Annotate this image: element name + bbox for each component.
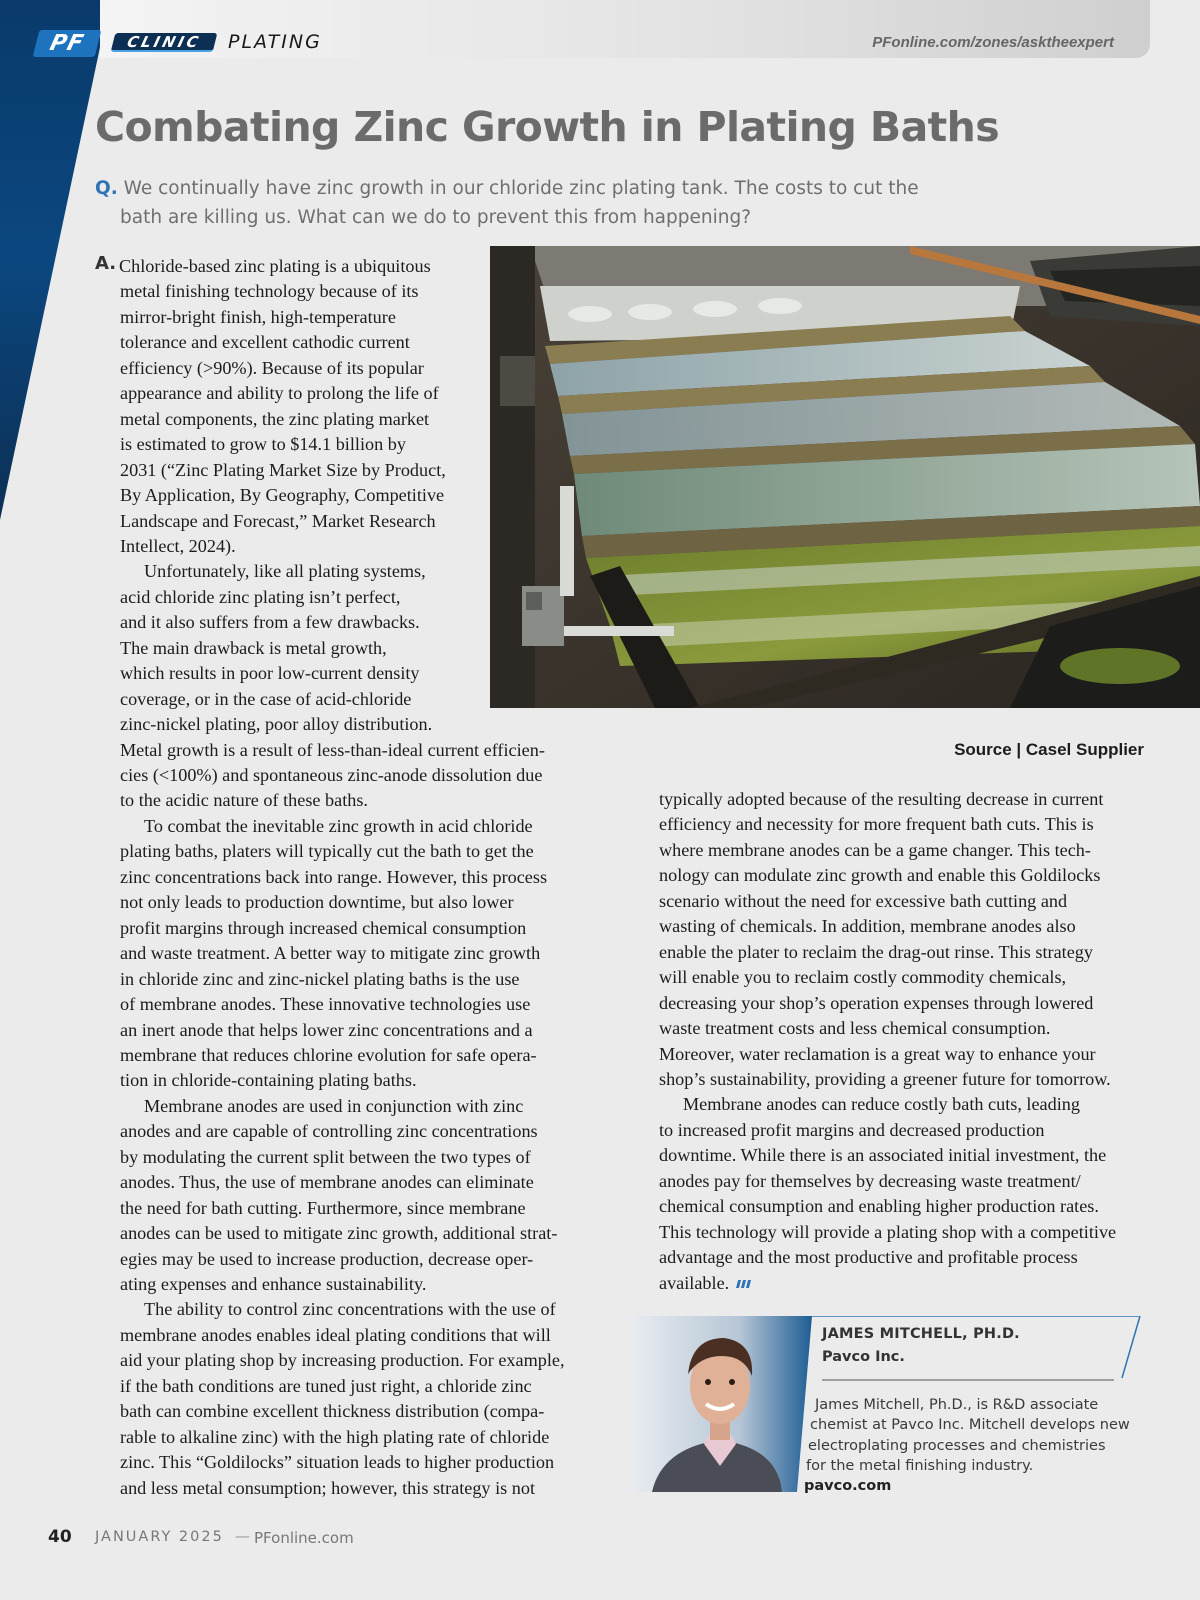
clinic-badge: CLINIC bbox=[111, 33, 218, 52]
body-line: By Application, By Geography, Competitive bbox=[120, 485, 445, 506]
body-line: and waste treatment. A better way to mitigate zinc growth bbox=[120, 943, 541, 964]
body-line: is estimated to grow to $14.1 billion by bbox=[120, 434, 406, 455]
body-line: efficiency (>90%). Because of its popular bbox=[120, 357, 424, 378]
body-line: egies may be used to increase production, decrease oper- bbox=[120, 1248, 534, 1269]
body-line: The ability to control zinc concentrations with the use of bbox=[144, 1299, 556, 1320]
body-line: metal finishing technology because of its bbox=[120, 281, 419, 302]
image-credit: Source | Casel Supplier bbox=[954, 740, 1144, 759]
body-line: zinc. This “Goldilocks” situation leads to higher production bbox=[120, 1452, 555, 1473]
page-number: 40 bbox=[48, 1527, 72, 1547]
body-line: profit margins through increased chemical consumption bbox=[120, 917, 527, 938]
body-line: advantage and the most productive and profitable process bbox=[659, 1247, 1078, 1268]
article-title: Combating Zinc Growth in Plating Baths bbox=[95, 103, 1000, 151]
body-line: acid chloride zinc plating isn’t perfect, bbox=[120, 586, 401, 607]
body-line: mirror-bright finish, high-temperature bbox=[120, 306, 396, 327]
footer-site-link[interactable]: PFonline.com bbox=[254, 1529, 354, 1547]
body-line: Moreover, water reclamation is a great way to enhance your bbox=[659, 1043, 1096, 1064]
body-line: nology can modulate zinc growth and enable this Goldilocks bbox=[659, 865, 1101, 886]
body-line: Membrane anodes are used in conjunction with zinc bbox=[144, 1095, 524, 1116]
body-line: typically adopted because of the resulting decrease in current bbox=[659, 789, 1104, 809]
body-line: zinc-nickel plating, poor alloy distribution. bbox=[120, 714, 433, 735]
body-line: and it also suffers from a few drawbacks. bbox=[120, 612, 420, 633]
bio-line: electroplating processes and chemistries bbox=[808, 1437, 1106, 1454]
body-line: plating baths, platers will typically cut the bath to get the bbox=[120, 841, 534, 862]
body-line: metal components, the zinc plating market bbox=[120, 408, 430, 429]
body-line: coverage, or in the case of acid-chloride bbox=[120, 688, 412, 709]
author-company: Pavco Inc. bbox=[822, 1349, 905, 1365]
left-edge-band bbox=[0, 0, 110, 520]
plating-tanks-photo bbox=[490, 246, 1200, 708]
body-line: will enable you to reclaim costly commodity chemicals, bbox=[659, 967, 1067, 988]
body-line: Intellect, 2024). bbox=[120, 535, 236, 556]
body-line: which results in poor low-current density bbox=[120, 663, 420, 684]
body-line: Metal growth is a result of less-than-ideal current efficien- bbox=[120, 739, 545, 760]
body-line: cies (<100%) and spontaneous zinc-anode dissolution due bbox=[120, 765, 543, 785]
body-line: The main drawback is metal growth, bbox=[120, 637, 387, 658]
body-line: anodes pay for themselves by decreasing waste treatment/ bbox=[659, 1170, 1081, 1191]
body-line: waste treatment costs and less chemical consumption. bbox=[659, 1018, 1051, 1039]
body-line: Membrane anodes can reduce costly bath cuts, leading bbox=[683, 1094, 1080, 1115]
body-line: Chloride-based zinc plating is a ubiquitous bbox=[119, 256, 431, 276]
body-line: an inert anode that helps lower zinc concentrations and a bbox=[120, 1019, 533, 1040]
question bbox=[95, 174, 925, 232]
body-line: anodes and are capable of controlling zinc concentrations bbox=[120, 1121, 538, 1142]
section-name: PLATING bbox=[228, 31, 322, 53]
body-line: aid your plating shop by increasing production. For example, bbox=[120, 1350, 565, 1371]
question-marker: Q. bbox=[95, 178, 118, 199]
footer-separator: — bbox=[235, 1527, 250, 1545]
body-line: membrane anodes enables ideal plating conditions that will bbox=[120, 1324, 551, 1345]
author-photo bbox=[632, 1316, 812, 1492]
body-line: bath can combine excellent thickness distribution (compa- bbox=[120, 1401, 545, 1422]
body-line: enable the plater to reclaim the drag-out rinse. This strategy bbox=[659, 941, 1093, 962]
bio-line: chemist at Pavco Inc. Mitchell develops new bbox=[810, 1417, 1130, 1434]
body-line: membrane that reduces chlorine evolution for safe opera- bbox=[120, 1044, 537, 1065]
body-line: of membrane anodes. These innovative technologies use bbox=[120, 994, 531, 1015]
body-line: where membrane anodes can be a game changer. This tech- bbox=[659, 839, 1091, 860]
body-line: scenario without the need for excessive bath cutting and bbox=[659, 890, 1068, 911]
end-of-article-icon bbox=[736, 1280, 752, 1288]
body-line: to the acidic nature of these baths. bbox=[120, 790, 368, 811]
body-line: This technology will provide a plating shop with a competitive bbox=[659, 1221, 1117, 1242]
body-line: by modulating the current split between the two types of bbox=[120, 1146, 531, 1167]
body-line: tion in chloride-containing plating baths. bbox=[120, 1070, 417, 1091]
body-line: anodes can be used to mitigate zinc growth, additional strat- bbox=[120, 1223, 558, 1244]
author-name: JAMES MITCHELL, PH.D. bbox=[822, 1326, 1020, 1342]
bio-line: for the metal finishing industry. bbox=[806, 1457, 1034, 1474]
answer-marker: A. bbox=[95, 253, 117, 274]
body-line: shop’s sustainability, providing a greener future for tomorrow. bbox=[659, 1068, 1111, 1089]
body-line: Unfortunately, like all plating systems, bbox=[144, 561, 426, 582]
body-line: downtime. While there is an associated initial investment, the bbox=[659, 1145, 1107, 1166]
body-line: rable to alkaline zinc) with the high plating rate of chloride bbox=[120, 1426, 550, 1447]
body-line: appearance and ability to prolong the life of bbox=[120, 383, 439, 404]
body-line: not only leads to production downtime, but also lower bbox=[120, 892, 514, 913]
pf-logo: PF bbox=[33, 30, 102, 57]
body-line: decreasing your shop’s operation expenses through lowered bbox=[659, 992, 1094, 1013]
body-line: efficiency and necessity for more frequent bath cuts. This is bbox=[659, 814, 1094, 835]
body-line: wasting of chemicals. In addition, membrane anodes also bbox=[659, 916, 1076, 937]
body-line: tolerance and excellent cathodic current bbox=[120, 332, 410, 353]
body-line: To combat the inevitable zinc growth in acid chloride bbox=[144, 815, 533, 836]
bio-line: James Mitchell, Ph.D., is R&D associate bbox=[815, 1397, 1099, 1413]
body-line: Landscape and Forecast,” Market Research bbox=[120, 510, 436, 531]
body-line: available. bbox=[659, 1271, 751, 1296]
body-line: the need for bath cutting. Furthermore, since membrane bbox=[120, 1197, 526, 1218]
body-line: 2031 (“Zinc Plating Market Size by Product, bbox=[120, 459, 446, 480]
body-line: anodes. Thus, the use of membrane anodes can eliminate bbox=[120, 1172, 534, 1193]
body-line: in chloride zinc and zinc-nickel plating baths is the use bbox=[120, 968, 520, 989]
body-line: ating expenses and enhance sustainability. bbox=[120, 1274, 427, 1294]
issue-date: JANUARY 2025 bbox=[95, 1529, 224, 1545]
body-line: to increased profit margins and decreased production bbox=[659, 1119, 1045, 1140]
question-text: We continually have zinc growth in our chloride zinc plating tank. The costs to cut the bath are killing us. What can we do to prevent this from happening? bbox=[120, 178, 919, 228]
body-line: zinc concentrations back into range. However, this process bbox=[120, 866, 548, 887]
author-website-link[interactable]: pavco.com bbox=[804, 1478, 892, 1494]
body-line: and less metal consumption; however, this strategy is not bbox=[120, 1477, 535, 1498]
header-url[interactable]: PFonline.com/zones/asktheexpert bbox=[872, 34, 1114, 51]
body-line: chemical consumption and enabling higher production rates. bbox=[659, 1196, 1099, 1217]
body-line: if the bath conditions are tuned just right, a chloride zinc bbox=[120, 1375, 532, 1396]
